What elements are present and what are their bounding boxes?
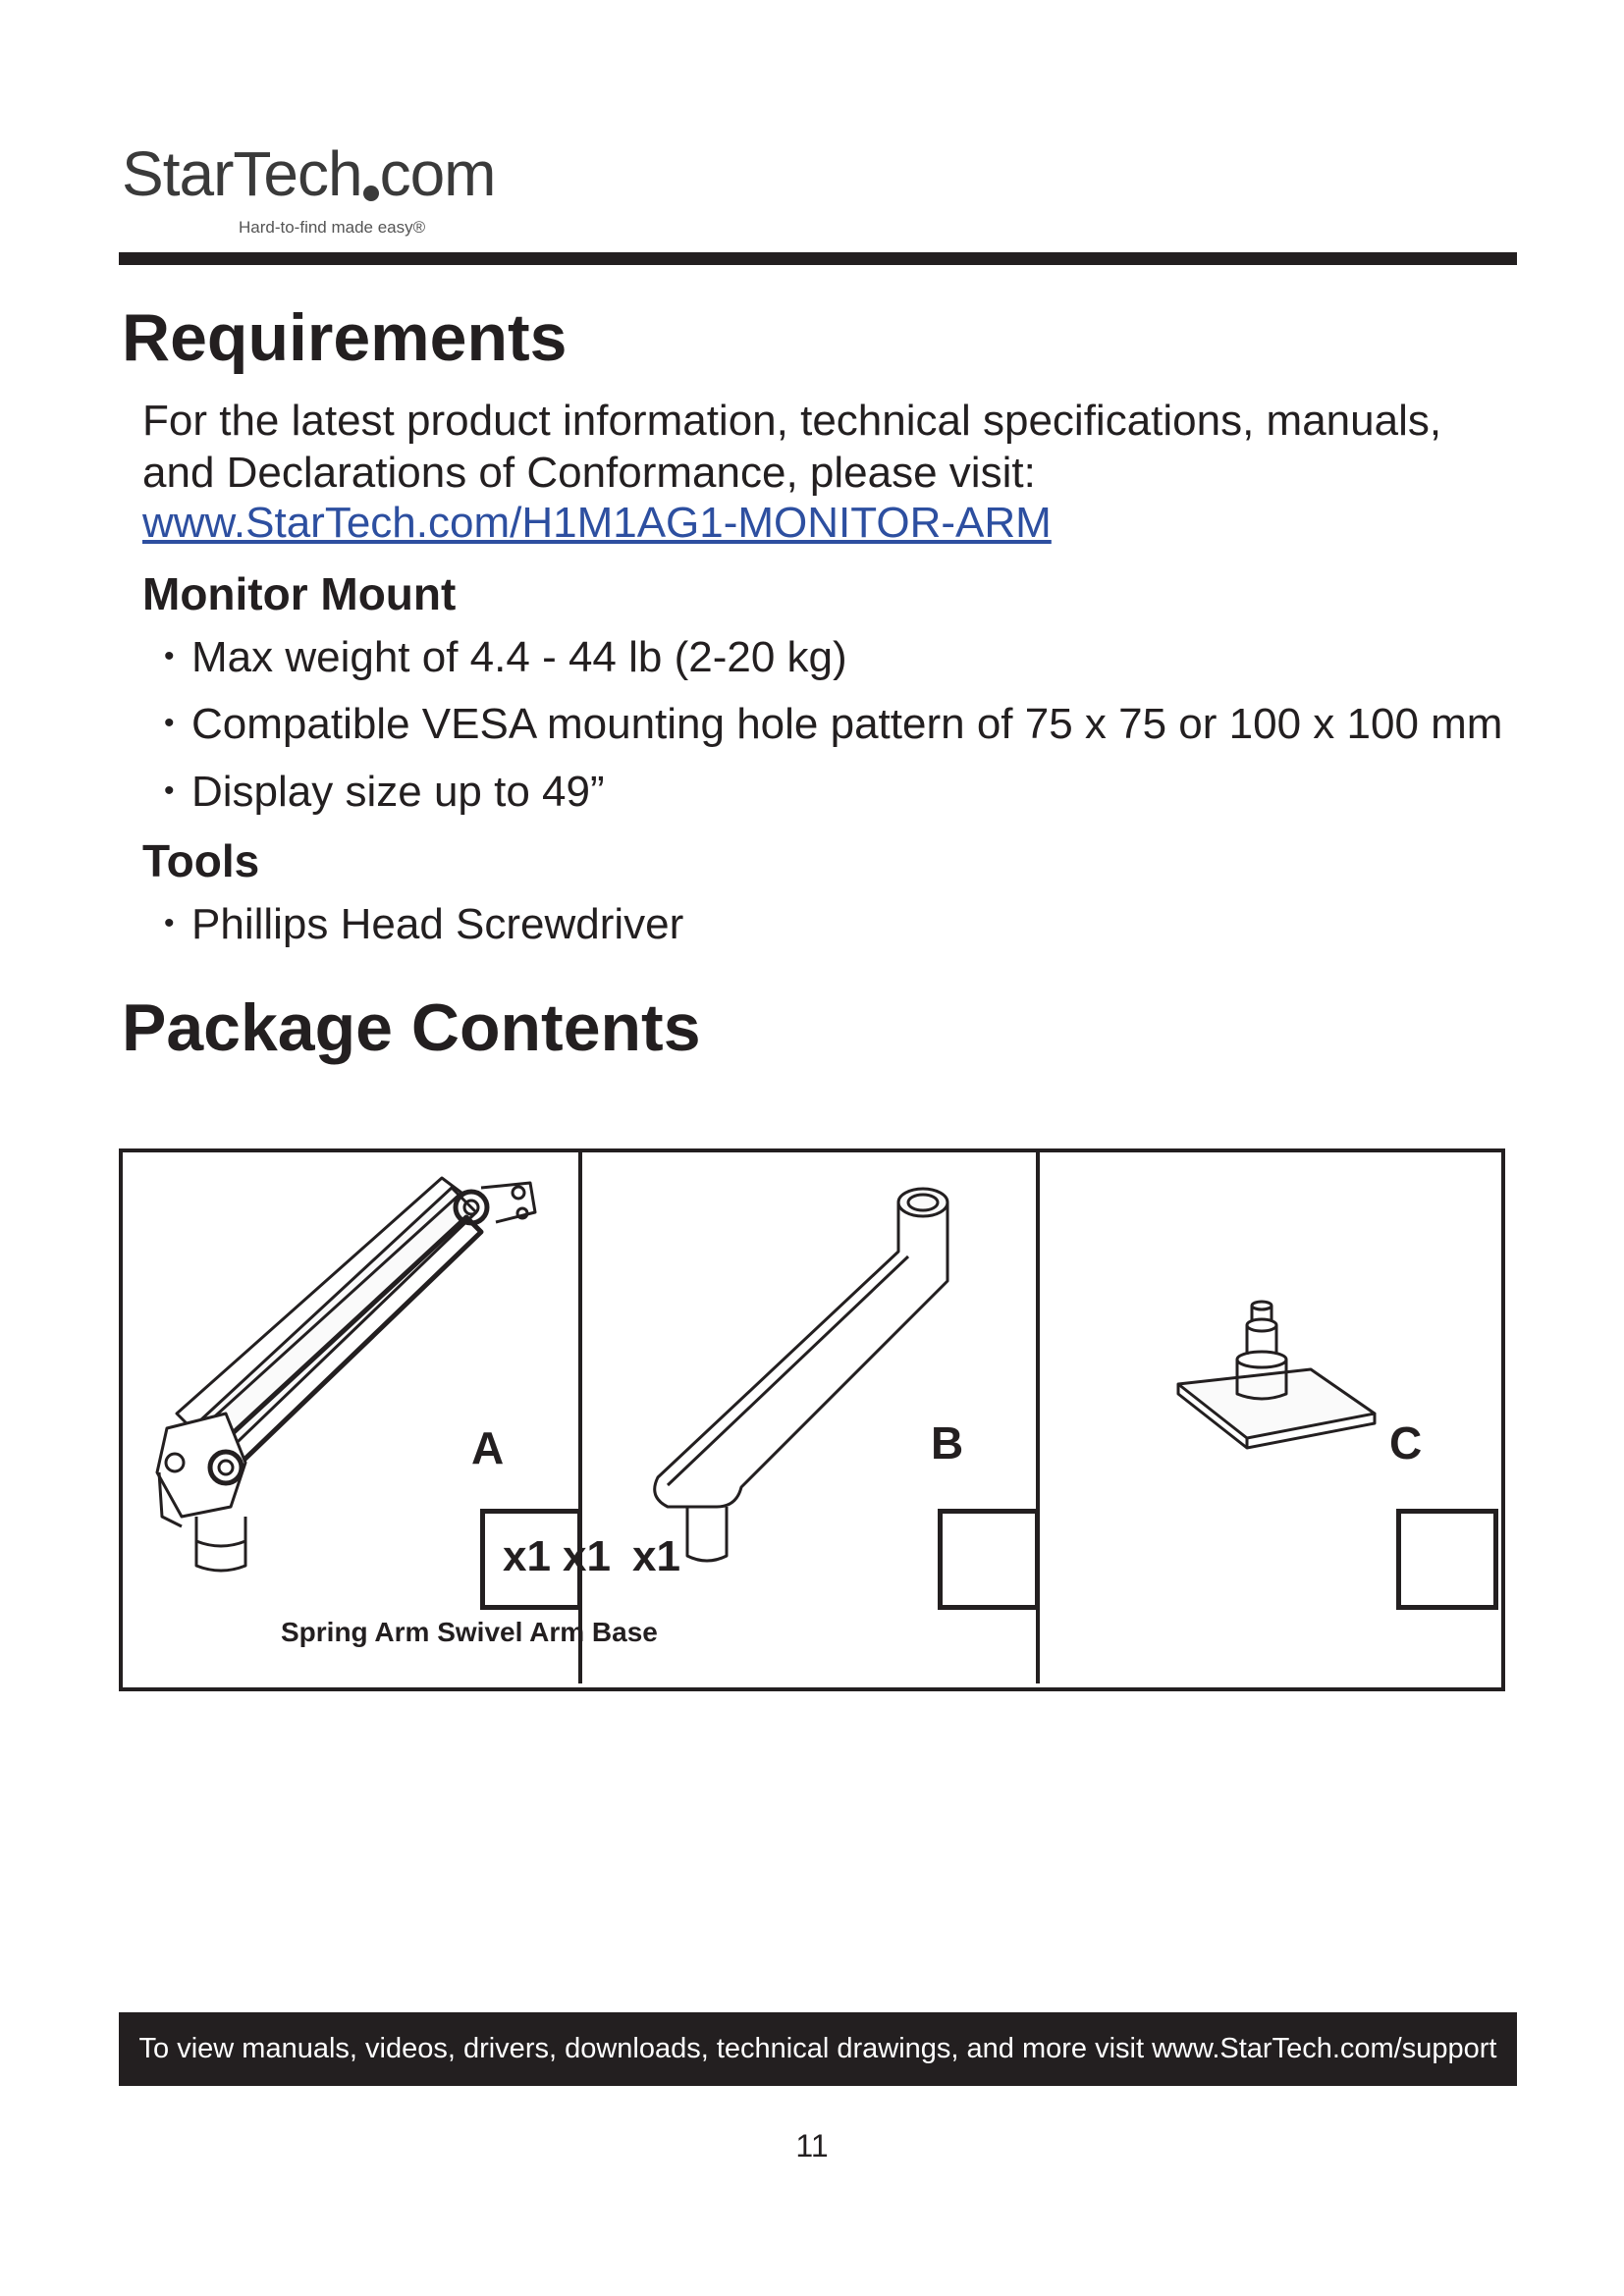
item-letter: A (471, 1422, 505, 1473)
header-rule (119, 252, 1517, 265)
list-item: • Display size up to 49” (142, 768, 605, 817)
bullet-icon: • (164, 640, 175, 672)
page-number: 11 (795, 2128, 829, 2163)
logo-text-end: com (379, 138, 496, 209)
swivel-arm-illustration-icon (628, 1173, 962, 1585)
monitor-mount-title: Monitor Mount (142, 568, 457, 619)
logo-text-start: StarTech (122, 138, 362, 209)
support-footer-bar: To view manuals, videos, drivers, downloads, technical drawings, and more visit www.StarTech.com/support (119, 2012, 1517, 2086)
quantity-box (1396, 1509, 1498, 1610)
bullet-icon: • (164, 707, 175, 739)
item-quantity: x1 (632, 1532, 680, 1580)
item-letter: B (931, 1417, 964, 1468)
logo-dot-icon (363, 186, 379, 201)
list-item: • Compatible VESA mounting hole pattern of 75 x 75 or 100 x 100 mm (142, 700, 1502, 749)
requirements-title: Requirements (122, 300, 568, 375)
bullet-icon: • (164, 907, 175, 939)
bullet-icon: • (164, 774, 175, 807)
list-item: • Max weight of 4.4 - 44 lb (2-20 kg) (142, 633, 847, 682)
requirements-intro: For the latest product information, technical specifications, manuals, and Declarations of Conformance, please visit: (142, 397, 1442, 497)
item-letter: C (1389, 1417, 1423, 1468)
tools-title: Tools (142, 835, 260, 886)
package-contents-title: Package Contents (122, 990, 701, 1065)
base-illustration-icon (1164, 1301, 1389, 1468)
item-caption: Spring Arm Swivel Arm Base (281, 1617, 658, 1647)
startech-logo (122, 137, 495, 210)
item-quantity: x1 (503, 1532, 551, 1580)
product-link[interactable]: www.StarTech.com/H1M1AG1-MONITOR-ARM (142, 499, 1052, 547)
logo-tagline: Hard-to-find made easy® (239, 218, 426, 237)
item-quantity: x1 (563, 1532, 611, 1580)
quantity-box (938, 1509, 1040, 1610)
list-item: • Phillips Head Screwdriver (142, 900, 683, 949)
